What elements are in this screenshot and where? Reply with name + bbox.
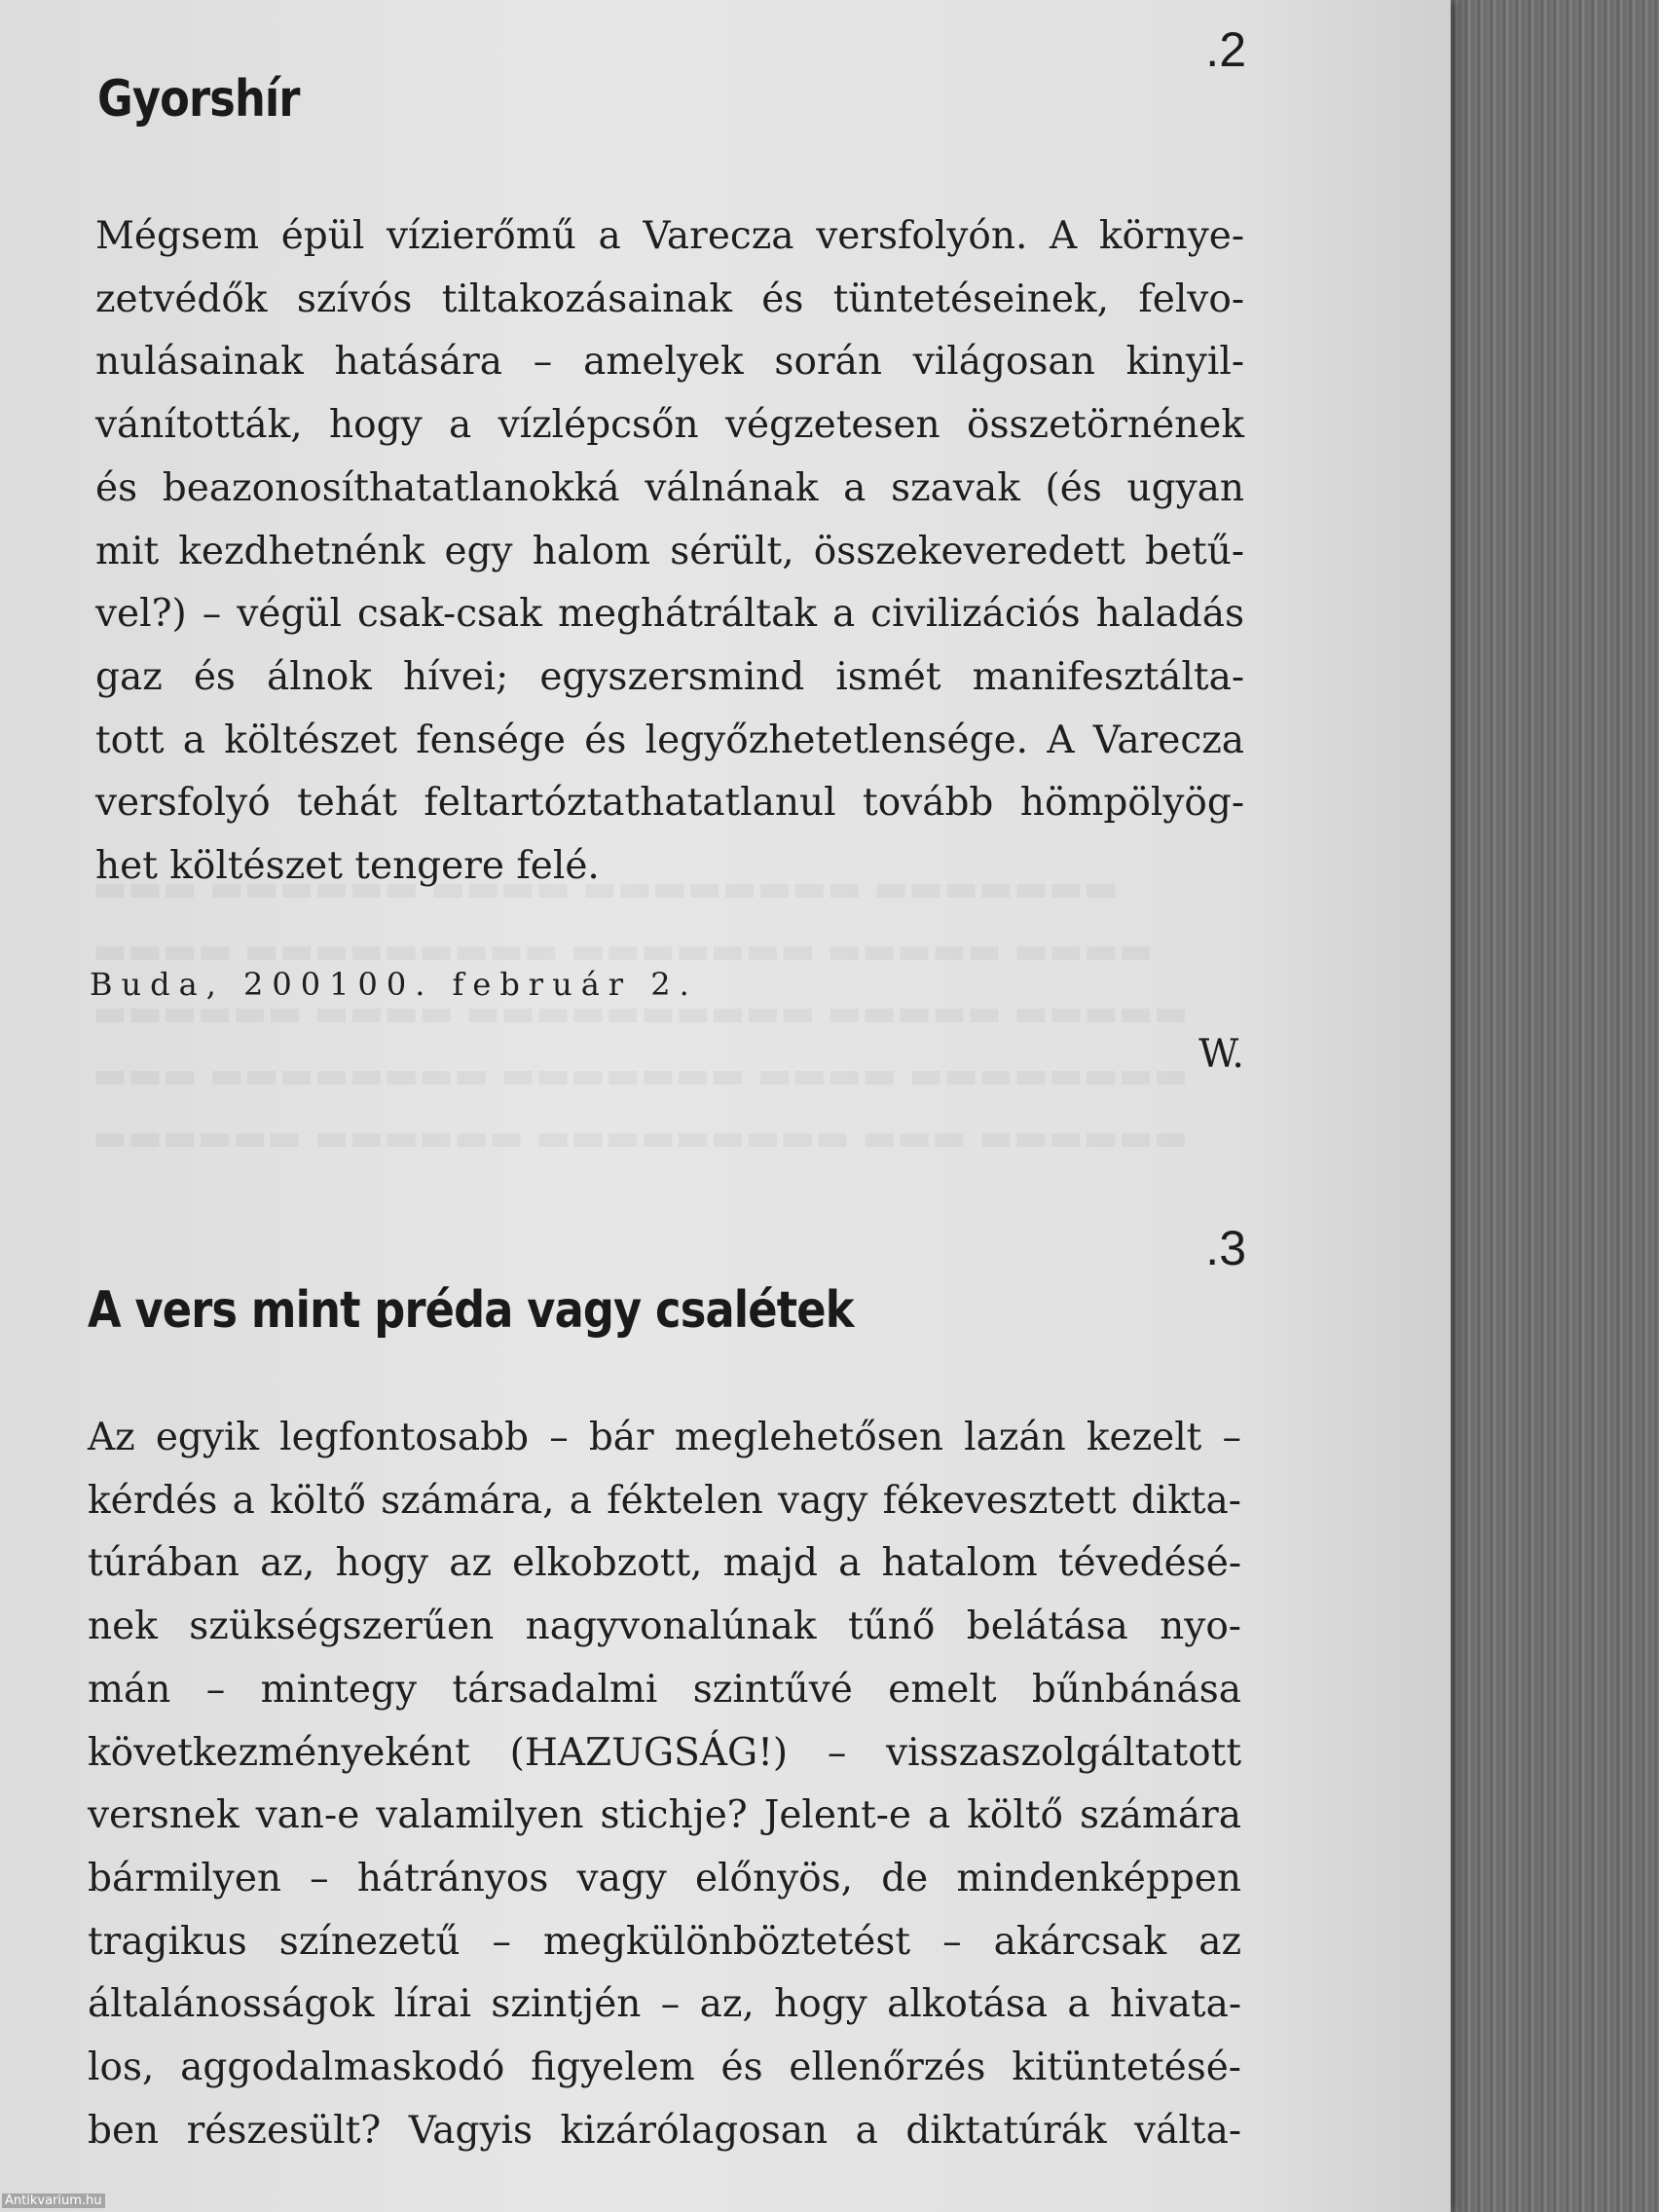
body-line: vánították, hogy a vízlépcsőn végzetesen összetörnének [95, 403, 1244, 448]
body-line: vel?) – végül csak-csak meghátráltak a civilizációs haladás [95, 592, 1244, 637]
body-line: ben részesült? Vagyis kizárólagosan a diktatúrák válta- [88, 2108, 1241, 2153]
section-number-3: .3 [1205, 1221, 1246, 1275]
show-through-text [92, 857, 1261, 1168]
section-number-2: .2 [1205, 22, 1246, 77]
watermark: Antikvarium.hu [2, 2194, 105, 2208]
body-line: gaz és álnok hívei; egyszersmind ismét manifesztálta- [95, 654, 1244, 699]
body-line: versfolyó tehát feltartóztathatatlanul tovább hömpölyög- [95, 781, 1244, 826]
body-line: nek szükségszerűen nagyvonalúnak tűnő belátása nyo- [88, 1604, 1241, 1649]
body-line: mán – mintegy társadalmi szintűvé emelt bűnbánása [88, 1667, 1241, 1712]
body-line: zetvédők szívós tiltakozásainak és tüntetéseinek, felvo- [95, 276, 1244, 321]
body-line: het költészet tengere felé. [95, 844, 600, 889]
section-2-body [95, 205, 1244, 899]
section-title-gyorshir: Gyorshír [97, 70, 300, 129]
body-line: tragikus színezetű – megkülönböztetést – akárcsak az [88, 1919, 1241, 1964]
body-line: tott a költészet fensége és legyőzhetetlensége. A Varecza [95, 718, 1244, 762]
book-edge [1451, 0, 1659, 2212]
body-line: versnek van-e valamilyen stichje? Jelent-e a költő számára [88, 1793, 1241, 1838]
dateline: Buda, 200100. február 2. [90, 966, 698, 1003]
body-line: és beazonosíthatatlanokká válnának a szavak (és ugyan [95, 465, 1244, 510]
body-line: általánosságok lírai szintjén – az, hogy alkotása a hivata- [88, 1982, 1241, 2027]
signature: W. [1198, 1032, 1244, 1077]
body-line: túrában az, hogy az elkobzott, majd a hatalom tévedésé- [88, 1541, 1241, 1586]
body-line: kérdés a költő számára, a féktelen vagy fékevesztett dikta- [88, 1478, 1241, 1523]
body-line: következményeként (HAZUGSÁG!) – visszaszolgáltatott [88, 1730, 1241, 1775]
body-line: Az egyik legfontosabb – bár meglehetősen lazán kezelt – [88, 1416, 1241, 1459]
section-3-body [88, 1407, 1241, 2162]
body-line: los, aggodalmaskodó figyelem és ellenőrzés kitüntetésé- [88, 2046, 1241, 2090]
body-line: Mégsem épül vízierőmű a Varecza versfolyón. A környe- [95, 214, 1244, 258]
body-line: nulásainak hatására – amelyek során világosan kinyil- [95, 340, 1244, 385]
body-line: bármilyen – hátrányos vagy előnyös, de mindenképpen [88, 1856, 1241, 1900]
body-line: mit kezdhetnénk egy halom sérült, összekeveredett betű- [95, 529, 1244, 573]
section-title-vers-mint-preda: A vers mint préda vagy csalétek [88, 1281, 854, 1340]
